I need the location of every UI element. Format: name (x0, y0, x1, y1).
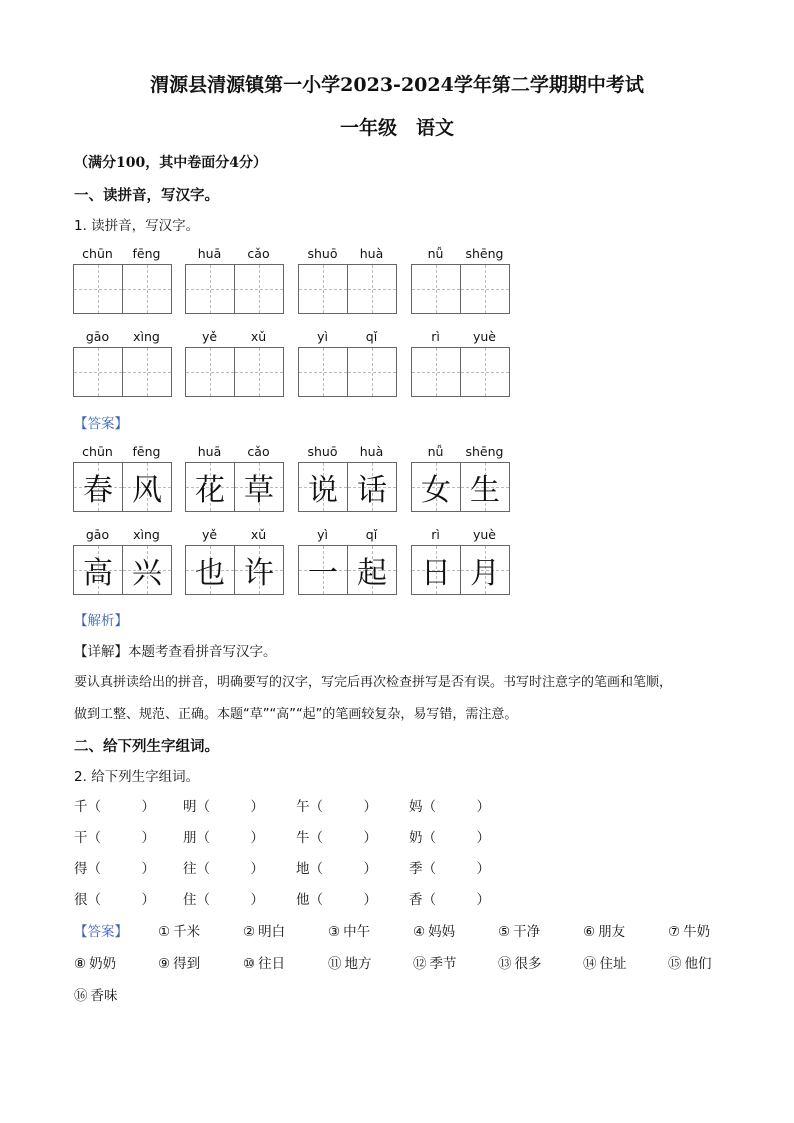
answer-word: 往日 (258, 956, 286, 972)
writing-cell[interactable] (460, 347, 510, 397)
writing-cell[interactable] (460, 264, 510, 314)
word-answer (243, 920, 285, 940)
answer-number: ① (158, 924, 171, 940)
answer-word: 住址 (599, 956, 627, 972)
answer-word: 他们 (684, 956, 712, 972)
answer-char-cell (298, 545, 348, 595)
explain-line-2: 做到工整、规范、正确。本题“草”“高”“起”的笔画较复杂，易写错，需注意。 (74, 707, 518, 722)
pinyin-label: shuō (307, 246, 338, 261)
answer-word: 地方 (344, 956, 372, 972)
answer-char: 花 (195, 473, 225, 508)
word-answer (668, 920, 710, 940)
word-blank[interactable]: 往（ ） (183, 861, 264, 877)
answer-word: 牛奶 (683, 924, 711, 940)
answer-char-cell (460, 462, 510, 512)
word-blank[interactable]: 得（ ） (74, 861, 155, 877)
pinyin-label: chūn (82, 444, 113, 459)
answer-char: 话 (357, 473, 387, 508)
pinyin-label: yuè (472, 329, 496, 344)
answer-word: 香味 (90, 988, 118, 1004)
answer-word: 明白 (258, 924, 286, 940)
answer-char-cell (185, 545, 235, 595)
word-blank[interactable]: 朋（ ） (183, 830, 264, 846)
analysis-tag: 【解析】 (74, 613, 128, 629)
writing-cell[interactable] (234, 347, 284, 397)
writing-cell[interactable] (411, 264, 461, 314)
answer-char-cell (460, 545, 510, 595)
answer-number: ⑫ (413, 956, 427, 972)
answer-char-cell (73, 462, 123, 512)
answer-char-cell (122, 545, 172, 595)
word-blank[interactable]: 牛（ ） (296, 830, 377, 846)
writing-cell[interactable] (185, 264, 235, 314)
pinyin-label: huà (359, 444, 384, 459)
pinyin-label: rì (431, 527, 440, 542)
word-answer (498, 920, 540, 940)
word-answer (158, 952, 200, 972)
pinyin-label: fēng (132, 246, 161, 261)
answer-word: 中午 (343, 924, 371, 940)
pinyin-label: xǔ (250, 527, 267, 542)
pinyin-label: shēng (465, 444, 504, 459)
writing-cell[interactable] (298, 264, 348, 314)
question2: 2. 给下列生字组词。 (74, 769, 200, 785)
answer-char-cell (73, 545, 123, 595)
answer-word: 朋友 (598, 924, 626, 940)
score-note: （满分100，其中卷面分4分） (74, 155, 267, 171)
pinyin-label: shuō (307, 444, 338, 459)
word-answer (74, 952, 116, 972)
answer-char: 许 (244, 556, 274, 591)
word-blank[interactable]: 午（ ） (296, 799, 377, 815)
answer-tag-2: 【答案】 (74, 924, 128, 940)
answer-char-cell (411, 545, 461, 595)
answer-char-cell (185, 462, 235, 512)
word-blank[interactable]: 季（ ） (409, 861, 490, 877)
answer-number: ⑥ (583, 924, 596, 940)
answer-number: ④ (413, 924, 426, 940)
word-answer (668, 952, 712, 972)
page-subtitle: 一年级 语文 (339, 117, 454, 139)
answer-char-cell (234, 545, 284, 595)
page-title: 渭源县清源镇第一小学2023-2024学年第二学期期中考试 (150, 74, 644, 96)
word-blank[interactable]: 奶（ ） (409, 830, 490, 846)
pinyin-label: gāo (85, 329, 110, 344)
pinyin-label: xǔ (250, 329, 267, 344)
answer-char-cell (347, 545, 397, 595)
answer-char: 月 (470, 556, 500, 591)
pinyin-label: rì (431, 329, 440, 344)
writing-cell[interactable] (185, 347, 235, 397)
answer-number: ⑮ (668, 956, 682, 972)
answer-char-cell (298, 462, 348, 512)
answer-number: ③ (328, 924, 341, 940)
answer-word: 很多 (514, 956, 542, 972)
word-answer (498, 952, 542, 972)
section2-heading: 二、给下列生字组词。 (74, 738, 219, 755)
word-answer (413, 952, 457, 972)
word-answer (243, 952, 285, 972)
pinyin-label: yì (317, 527, 328, 542)
pinyin-label: nǚ (427, 246, 444, 261)
pinyin-label: yě (201, 329, 218, 344)
word-answer (328, 952, 372, 972)
answer-char: 说 (308, 473, 338, 508)
answer-number: ⑪ (328, 956, 342, 972)
word-answer (74, 984, 118, 1004)
answer-number: ⑬ (498, 956, 512, 972)
answer-number: ⑭ (583, 956, 597, 972)
pinyin-label: fēng (132, 444, 161, 459)
pinyin-label: cǎo (247, 444, 270, 459)
answer-char-cell (122, 462, 172, 512)
question1: 1. 读拼音，写汉字。 (74, 218, 200, 234)
word-answer (583, 920, 625, 940)
pinyin-label: chūn (82, 246, 113, 261)
answer-word: 得到 (173, 956, 201, 972)
pinyin-label: huà (359, 246, 384, 261)
answer-char: 风 (132, 473, 162, 508)
word-blank[interactable]: 地（ ） (296, 861, 377, 877)
word-blank[interactable]: 住（ ） (183, 892, 264, 908)
writing-cell[interactable] (347, 347, 397, 397)
word-blank[interactable]: 他（ ） (296, 892, 377, 908)
writing-cell[interactable] (73, 264, 123, 314)
detail-text: 【详解】本题考查看拼音写汉字。 (74, 644, 277, 660)
writing-cell[interactable] (122, 347, 172, 397)
pinyin-label: yě (201, 527, 218, 542)
answer-number: ⑨ (158, 956, 171, 972)
pinyin-label: yuè (472, 527, 496, 542)
answer-char: 起 (357, 556, 387, 591)
section1-heading: 一、读拼音，写汉字。 (74, 187, 219, 204)
pinyin-label: qǐ (365, 329, 378, 344)
writing-cell[interactable] (122, 264, 172, 314)
answer-word: 千米 (173, 924, 201, 940)
answer-char: 生 (470, 473, 500, 508)
word-blank[interactable]: 香（ ） (409, 892, 490, 908)
answer-number: ⑯ (74, 988, 88, 1004)
answer-word: 妈妈 (428, 924, 456, 940)
answer-number: ② (243, 924, 256, 940)
word-blank[interactable]: 明（ ） (183, 799, 264, 815)
pinyin-label: gāo (85, 527, 110, 542)
answer-word: 干净 (513, 924, 541, 940)
answer-tag-1: 【答案】 (74, 416, 128, 432)
word-answer (328, 920, 370, 940)
word-blank[interactable]: 很（ ） (74, 892, 155, 908)
pinyin-label: shēng (465, 246, 504, 261)
pinyin-label: yì (317, 329, 328, 344)
answer-char: 草 (244, 473, 274, 508)
answer-char: 女 (421, 473, 451, 508)
answer-number: ⑧ (74, 956, 87, 972)
pinyin-label: nǚ (427, 444, 444, 459)
answer-char: 也 (195, 556, 225, 591)
answer-char: 兴 (132, 556, 162, 591)
answer-char-cell (411, 462, 461, 512)
answer-char: 春 (83, 473, 113, 508)
pinyin-label: huā (197, 246, 222, 261)
pinyin-label: xìng (133, 527, 160, 542)
writing-cell[interactable] (411, 347, 461, 397)
answer-char: 高 (83, 556, 113, 591)
answer-char: 一 (308, 556, 338, 591)
word-blank[interactable]: 千（ ） (74, 799, 155, 815)
answer-number: ⑩ (243, 956, 256, 972)
word-answer (583, 952, 627, 972)
writing-cell[interactable] (298, 347, 348, 397)
answer-word: 季节 (429, 956, 457, 972)
word-blank[interactable]: 干（ ） (74, 830, 155, 846)
answer-number: ⑤ (498, 924, 511, 940)
answer-char: 日 (421, 556, 451, 591)
pinyin-label: cǎo (247, 246, 270, 261)
answer-char-cell (234, 462, 284, 512)
answer-word: 奶奶 (89, 956, 117, 972)
writing-cell[interactable] (234, 264, 284, 314)
word-answer (413, 920, 455, 940)
word-answer (158, 920, 200, 940)
writing-cell[interactable] (347, 264, 397, 314)
pinyin-label: qǐ (365, 527, 378, 542)
writing-cell[interactable] (73, 347, 123, 397)
pinyin-label: xìng (133, 329, 160, 344)
explain-line-1: 要认真拼读给出的拼音，明确要写的汉字，写完后再次检查拼写是否有误。书写时注意字的笔画和笔顺， (74, 675, 673, 690)
pinyin-label: huā (197, 444, 222, 459)
answer-number: ⑦ (668, 924, 681, 940)
word-blank[interactable]: 妈（ ） (409, 799, 490, 815)
answer-char-cell (347, 462, 397, 512)
